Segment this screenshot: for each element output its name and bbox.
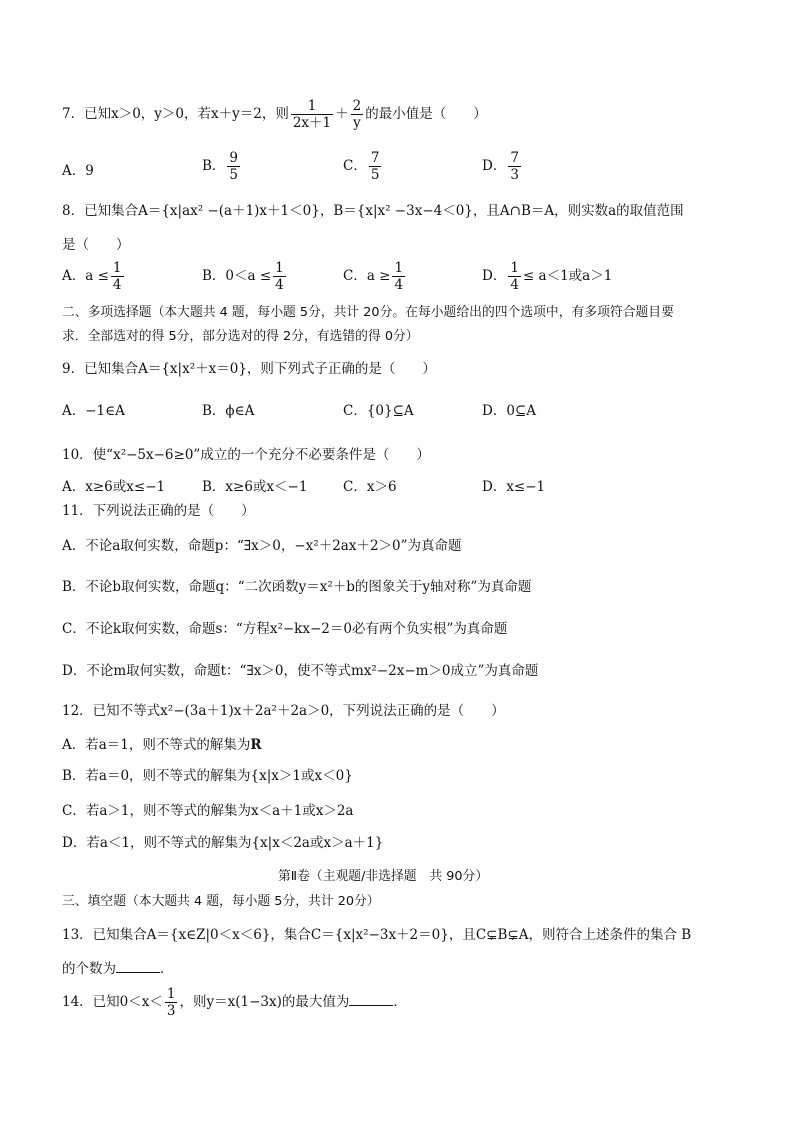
q12-option-a: A．若a＝1，则不等式的解集为R [62, 737, 262, 753]
answer-blank [116, 960, 160, 973]
q13-stem: 13．已知集合A＝{x∈Z|0＜x＜6}，集合C＝{x|x²−3x＋2＝0}，且C⊊B⊊A，则符合上述条件的集合 B [62, 927, 692, 943]
q9-option-b: B．ϕ∈A [202, 403, 255, 419]
q8-option-d: D． $\frac{1}{4}$ ≤ a＜1或a＞1 [482, 260, 613, 293]
section-3-heading: 三、填空题（本大题共 4 题，每小题 5分，共计 20分） [62, 894, 380, 909]
q12-option-b: B．若a＝0，则不等式的解集为{x|x＞1或x＜0} [62, 768, 353, 784]
q11-option-c: C．不论k取何实数，命题s：“方程x²−kx−2＝0必有两个负实根”为真命题 [62, 621, 508, 637]
q11-stem: 11．下列说法正确的是（ ） [62, 503, 255, 519]
q7-stem: 7．已知x＞0，y＞0，若x＋y＝2，则 $\frac{1}{2x+1}$ ＋ $\frac{2}{y}$ 的最小值是（ ） [62, 98, 487, 131]
q7-fraction-2: $\frac{2}{y}$ [352, 98, 362, 131]
q7-option-d: D． $\frac{7}{3}$ [482, 150, 519, 183]
q9-stem: 9．已知集合A＝{x|x²＋x＝0}，则下列式子正确的是（ ） [62, 361, 436, 377]
q11-option-a: A．不论a取何实数，命题p：“∃x＞0，−x²＋2ax＋2＞0”为真命题 [62, 538, 462, 554]
q10-option-b: B．x≥6或x＜−1 [202, 479, 308, 495]
q10-stem: 10．使“x²−5x−6≥0”成立的一个充分不必要条件是（ ） [62, 447, 430, 463]
q8-option-b: B．0＜a ≤ $\frac{1}{4}$ [202, 260, 284, 293]
q8-stem: 8．已知集合A＝{x|ax² −(a＋1)x＋1＜0}，B＝{x|x² −3x−4＜0}，且A∩B＝A，则实数a的取值范围 [62, 203, 684, 219]
q7-stem-suffix: 的最小值是（ ） [365, 106, 487, 122]
q7-fraction-1: $\frac{1}{2x+1}$ [292, 98, 332, 131]
section-2-heading-line-2: 求．全部选对的得 5分，部分选对的得 2分，有选错的得 0分） [62, 329, 419, 344]
q8-option-c: C．a ≥ $\frac{1}{4}$ [343, 260, 404, 293]
q14-fraction: $\frac{1}{3}$ [166, 986, 176, 1019]
q10-option-d: D．x≤−1 [482, 479, 546, 495]
answer-blank [349, 993, 393, 1006]
part-2-title: 第Ⅱ卷（主观题/非选择题 共 90分） [278, 869, 489, 884]
q8-option-a: A．a ≤ $\frac{1}{4}$ [62, 260, 122, 293]
q11-option-b: B．不论b取何实数，命题q：“二次函数y＝x²＋b的图象关于y轴对称”为真命题 [62, 579, 532, 595]
q7-option-b: B． $\frac{9}{5}$ [202, 150, 239, 183]
q10-option-a: A．x≥6或x≤−1 [62, 479, 166, 495]
q10-option-c: C．x＞6 [343, 479, 397, 495]
q12-stem: 12．已知不等式x²−(3a＋1)x＋2a²＋2a＞0，下列说法正确的是（ ） [62, 703, 505, 719]
q7-option-a: A．9 [62, 163, 94, 179]
real-numbers-symbol: R [250, 737, 262, 753]
q11-option-d: D．不论m取何实数，命题t：“∃x＞0，使不等式mx²−2x−m＞0成立”为真命题 [62, 663, 539, 679]
q13-stem-cont: 的个数为 ． [62, 961, 174, 977]
q9-option-d: D．0⊆A [482, 403, 536, 419]
q9-option-c: C．{0}⊆A [343, 403, 414, 419]
q8-stem-cont: 是（ ） [62, 237, 130, 253]
q12-option-d: D．若a＜1，则不等式的解集为{x|x＜2a或x＞a＋1} [62, 835, 384, 851]
q12-option-c: C．若a＞1，则不等式的解集为x＜a＋1或x＞2a [62, 803, 354, 819]
q14-stem: 14．已知0＜x＜ $\frac{1}{3}$ ，则y＝x(1−3x)的最大值为 ． [62, 986, 407, 1019]
q9-option-a: A．−1∈A [62, 403, 125, 419]
section-2-heading-line-1: 二、多项选择题（本大题共 4 题，每小题 5分，共计 20分。在每小题给出的四个选项中，有多项符合题目要 [62, 305, 674, 320]
q7-option-c: C． $\frac{7}{5}$ [343, 150, 380, 183]
q7-stem-prefix: 7．已知x＞0，y＞0，若x＋y＝2，则 [62, 106, 289, 122]
